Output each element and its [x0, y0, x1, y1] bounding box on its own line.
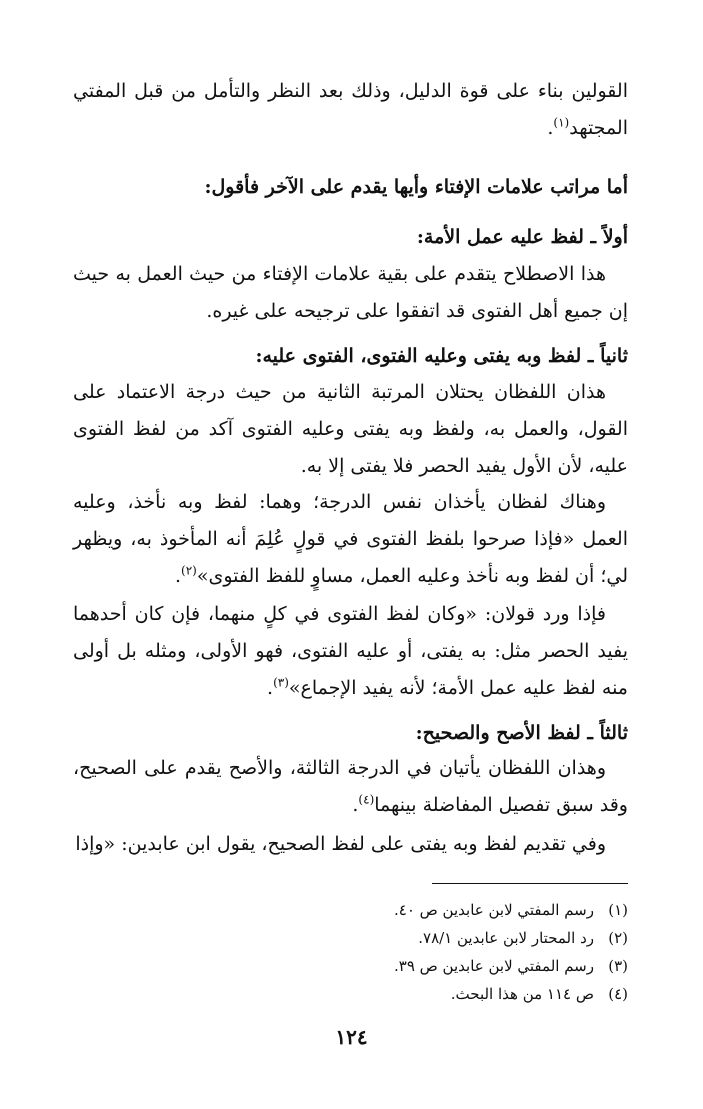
- paragraph-5: [73, 596, 628, 707]
- footnote-text: رد المحتار لابن عابدين ٧٨/١.: [418, 929, 594, 947]
- paragraph-end: .: [547, 117, 554, 139]
- footnote-ref-2: (٢): [181, 563, 197, 578]
- paragraph-end: .: [352, 794, 359, 816]
- footnote-number: (٤): [608, 985, 628, 1003]
- footnote-3: [73, 952, 628, 980]
- subheading-1-text: أولاً ـ لفظ عليه عمل الأمة:: [416, 226, 628, 248]
- footnote-text: رسم المفتي لابن عابدين ص ٤٠.: [393, 901, 594, 919]
- footnote-ref-4: (٤): [358, 792, 375, 807]
- paragraph-text: وهذان اللفظان يأتيان في الدرجة الثالثة، والأصح يقدم على الصحيح، وقد سبق تفصيل المفاضلة بينهما: [73, 757, 628, 816]
- subheading-3: [73, 718, 628, 748]
- paragraph-1: [73, 73, 628, 147]
- main-heading-text: أما مراتب علامات الإفتاء وأيها يقدم على الآخر فأقول:: [204, 176, 628, 198]
- paragraph-4: [73, 484, 628, 595]
- paragraph-text: وهناك لفظان يأخذان نفس الدرجة؛ وهما: لفظ وبه نأخذ، وعليه العمل «فإذا صرحوا بلفظ الفتوى في قولٍ عُلِمَ أنه المأخوذ به، ويظهر لي؛ أن لفظ وبه نأخذ وعليه العمل، مساوٍ للفظ الفتوى»: [73, 491, 628, 587]
- footnote-divider: [432, 883, 628, 884]
- paragraph-2-text: هذا الاصطلاح يتقدم على بقية علامات الإفتاء من حيث العمل به حيث إن جميع أهل الفتوى قد اتفقوا على ترجيحه على غيره.: [73, 263, 628, 322]
- paragraph-3-text: هذان اللفظان يحتلان المرتبة الثانية من حيث درجة الاعتماد على القول، والعمل به، ولفظ وبه يفتى وعليه الفتوى آكد من لفظ الفتوى عليه، لأن الأول يفيد الحصر فلا يفتى إلا به.: [73, 381, 628, 477]
- paragraph-7-text: وفي تقديم لفظ وبه يفتى على لفظ الصحيح، يقول ابن عابدين: «وإذا: [75, 833, 606, 855]
- subheading-2: [73, 341, 628, 371]
- footnote-2: [73, 924, 628, 952]
- paragraph-6: [73, 750, 628, 824]
- footnote-1: [73, 896, 628, 924]
- footnote-4: [73, 980, 628, 1008]
- footnote-ref-3: (٣): [273, 675, 289, 690]
- paragraph-3: [73, 374, 628, 485]
- paragraph-text: القولين بناء على قوة الدليل، وذلك بعد النظر والتأمل من قبل المفتي المجتهد: [73, 80, 628, 139]
- subheading-1: [73, 222, 628, 252]
- footnote-ref-1: (١): [553, 115, 570, 130]
- section-heading: [73, 172, 628, 202]
- page-number: ١٢٤: [335, 1025, 368, 1049]
- paragraph-end: .: [267, 677, 274, 699]
- paragraph-7: [73, 826, 628, 863]
- footnote-text: رسم المفتي لابن عابدين ص ٣٩.: [393, 957, 594, 975]
- footnote-text: ص ١١٤ من هذا البحث.: [450, 985, 594, 1003]
- footnote-number: (١): [608, 901, 628, 919]
- paragraph-2: [73, 256, 628, 330]
- footnote-number: (٣): [608, 957, 628, 975]
- paragraph-text: فإذا ورد قولان: «وكان لفظ الفتوى في كلٍ منهما، فإن كان أحدهما يفيد الحصر مثل: به يفتى، أو عليه الفتوى، فهو الأولى، ومثله بل أولى منه لفظ عليه عمل الأمة؛ لأنه يفيد الإجماع»: [73, 603, 628, 699]
- subheading-3-text: ثالثاً ـ لفظ الأصح والصحيح:: [415, 722, 628, 744]
- subheading-2-text: ثانياً ـ لفظ وبه يفتى وعليه الفتوى، الفتوى عليه:: [255, 345, 628, 367]
- footnote-number: (٢): [608, 929, 628, 947]
- paragraph-end: .: [174, 565, 182, 587]
